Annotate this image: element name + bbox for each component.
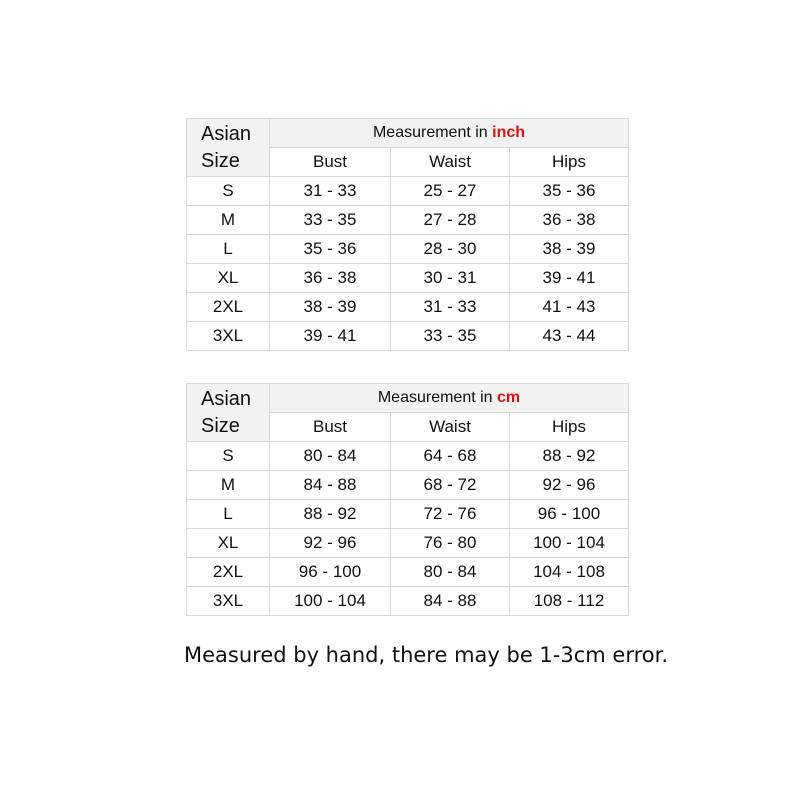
waist-cell: 28 - 30: [391, 235, 510, 264]
size-cell: L: [187, 235, 270, 264]
bust-cell: 38 - 39: [270, 293, 391, 322]
waist-cell: 64 - 68: [391, 442, 510, 471]
waist-cell: 72 - 76: [391, 500, 510, 529]
measurement-title-prefix: Measurement in: [372, 124, 488, 141]
size-cell: 2XL: [187, 558, 270, 587]
bust-cell: 36 - 38: [270, 264, 391, 293]
hips-cell: 88 - 92: [510, 442, 629, 471]
bust-cell: 92 - 96: [270, 529, 391, 558]
table-row: [187, 442, 629, 471]
size-cell: XL: [187, 264, 270, 293]
hips-cell: 41 - 43: [510, 293, 629, 322]
waist-cell: 33 - 35: [391, 322, 510, 351]
asian-size-line2: Size: [201, 149, 240, 172]
table-row: [187, 293, 629, 322]
hips-cell: 108 - 112: [510, 587, 629, 616]
table-row: [187, 322, 629, 351]
size-chart-cm: [186, 383, 629, 616]
table-row: [187, 500, 629, 529]
size-cell: S: [187, 442, 270, 471]
size-chart-inch: [186, 118, 629, 351]
size-cell: M: [187, 471, 270, 500]
waist-cell: 27 - 28: [391, 206, 510, 235]
size-cell: S: [187, 177, 270, 206]
measurement-title-prefix: Measurement in: [377, 389, 493, 406]
asian-size-line1: Asian: [201, 122, 252, 145]
table-row: [187, 206, 629, 235]
size-chart-body: [187, 119, 629, 351]
hips-cell: 36 - 38: [510, 206, 629, 235]
column-header-hips: Hips: [510, 148, 629, 177]
table-row: [187, 235, 629, 264]
size-cell: 2XL: [187, 293, 270, 322]
hips-cell: 39 - 41: [510, 264, 629, 293]
asian-size-header: [187, 384, 270, 442]
column-header-bust: Bust: [270, 148, 391, 177]
waist-cell: 84 - 88: [391, 587, 510, 616]
table-row: [187, 264, 629, 293]
size-cell: L: [187, 500, 270, 529]
column-header-waist: Waist: [391, 413, 510, 442]
asian-size-line2: Size: [201, 414, 240, 437]
column-header-bust: Bust: [270, 413, 391, 442]
bust-cell: 80 - 84: [270, 442, 391, 471]
bust-cell: 84 - 88: [270, 471, 391, 500]
table-row: [187, 177, 629, 206]
hips-cell: 96 - 100: [510, 500, 629, 529]
measurement-note: Measured by hand, there may be 1-3cm error.: [183, 643, 668, 667]
hips-cell: 35 - 36: [510, 177, 629, 206]
column-header-waist: Waist: [391, 148, 510, 177]
measurement-title: [270, 119, 629, 148]
waist-cell: 30 - 31: [391, 264, 510, 293]
header-row: [187, 384, 629, 413]
column-header-hips: Hips: [510, 413, 629, 442]
asian-size-line1: Asian: [201, 387, 252, 410]
waist-cell: 80 - 84: [391, 558, 510, 587]
bust-cell: 96 - 100: [270, 558, 391, 587]
bust-cell: 35 - 36: [270, 235, 391, 264]
size-chart-body: [187, 384, 629, 616]
bust-cell: 100 - 104: [270, 587, 391, 616]
size-cell: XL: [187, 529, 270, 558]
hips-cell: 38 - 39: [510, 235, 629, 264]
size-cell: 3XL: [187, 587, 270, 616]
measurement-unit: cm: [497, 389, 521, 406]
table-row: [187, 558, 629, 587]
header-row: [187, 119, 629, 148]
bust-cell: 33 - 35: [270, 206, 391, 235]
table-row: [187, 587, 629, 616]
table-row: [187, 471, 629, 500]
measurement-unit: inch: [492, 124, 526, 141]
waist-cell: 76 - 80: [391, 529, 510, 558]
hips-cell: 43 - 44: [510, 322, 629, 351]
waist-cell: 25 - 27: [391, 177, 510, 206]
bust-cell: 31 - 33: [270, 177, 391, 206]
hips-cell: 92 - 96: [510, 471, 629, 500]
size-cell: M: [187, 206, 270, 235]
hips-cell: 104 - 108: [510, 558, 629, 587]
measurement-title: [270, 384, 629, 413]
size-cell: 3XL: [187, 322, 270, 351]
bust-cell: 88 - 92: [270, 500, 391, 529]
table-row: [187, 529, 629, 558]
asian-size-header: [187, 119, 270, 177]
waist-cell: 31 - 33: [391, 293, 510, 322]
hips-cell: 100 - 104: [510, 529, 629, 558]
waist-cell: 68 - 72: [391, 471, 510, 500]
bust-cell: 39 - 41: [270, 322, 391, 351]
